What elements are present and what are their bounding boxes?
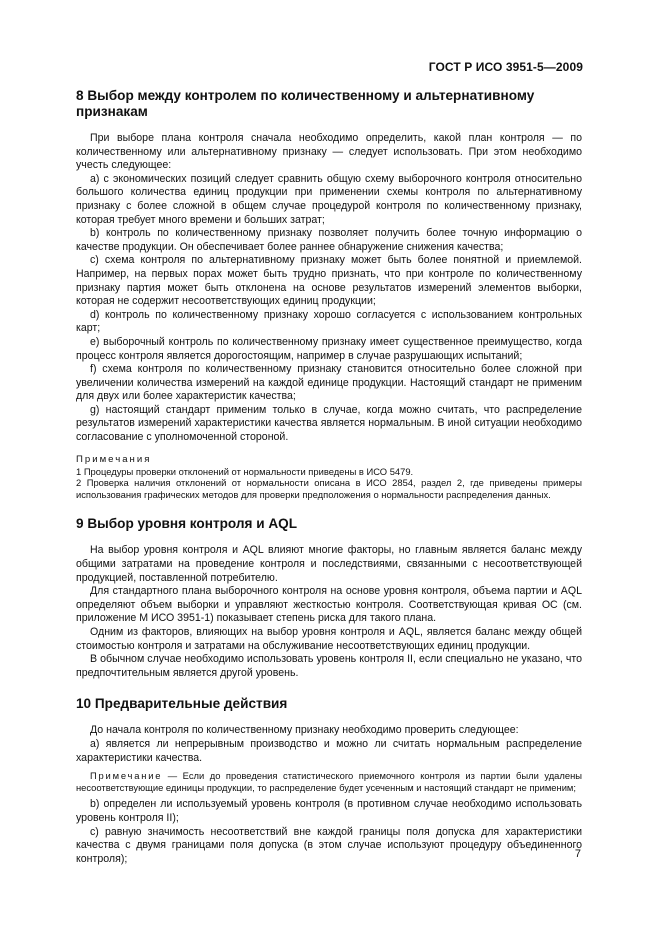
section-10-note-text: — Если до проведения статистического приемочного контроля из партии были удалены несоответствующие единицы продукции, то распределение будет усеченным и настоящий стандарт не применим; [76,770,582,793]
section-8-intro: При выборе плана контроля сначала необходимо определить, какой план контроля — по количественному или альтернативному признаку — следует использовать. При этом необходимо учесть следующее: [76,132,582,172]
section-9-paragraph-1: На выбор уровня контроля и AQL влияют многие факторы, но главным является баланс между общими затратами на проведение контроля и последствиями, связанными с несоответствующей продукцией, поставленной потребителю. [76,544,582,584]
note-2: 2 Проверка наличия отклонений от нормальности описана в ИСО 2854, раздел 2, где приведены примеры использования графических методов для проверки предположения о нормальности распределения данных. [76,477,582,500]
note-1: 1 Процедуры проверки отклонений от нормальности приведены в ИСО 5479. [76,465,414,477]
section-8-item-e: e) выборочный контроль по количественному признаку имеет существенное преимущество, когда процесс контроля является дорогостоящим, например в случае разрушающих испытаний; [76,335,582,362]
section-9-paragraph-4: В обычном случае необходимо использовать уровень контроля II, если специально не указано, что предпочтительным является другой уровень. [76,653,582,679]
section-8-item-g: g) настоящий стандарт применим только в случае, когда можно считать, что распределение результатов измерений характеристики качества является нормальным. В иной ситуации необходимо согласование с уполномоченной стороной. [76,403,582,444]
section-9-paragraph-3: Одним из факторов, влияющих на выбор уровня контроля и AQL, является баланс между общей стоимостью контроля и затратами на обслуживание несоответствующих единиц продукции. [76,626,582,652]
section-10-note [76,770,582,793]
section-10-item-c: c) равную значимость несоответствий вне каждой границы поля допуска для характеристики качества с двумя границами поля допуска (в этом случае используют процедуру объединенного контроля); [76,825,582,865]
section-8-item-d: d) контроль по количественному признаку хорошо согласуется с использованием контрольных карт; [76,308,582,335]
section-9-paragraph-2: Для стандартного плана выборочного контроля на основе уровня контроля, объема партии и AQL определяют объем выборки и управляют жесткостью контроля. Соответствующая кривая ОС (см. приложение М ИСО 3951-1) показывает степень риска для такого плана. [76,585,582,625]
section-9-title: 9 Выбор уровня контроля и AQL [76,516,298,532]
notes-title: Примечания [76,453,152,465]
section-8-item-f: f) схема контроля по количественному признаку становится относительно более сложной при увеличении количества измерений на каждой единице продукции. Настоящий стандарт не применим для двух или более характеристик качества; [76,363,582,403]
standard-header: ГОСТ Р ИСО 3951-5—2009 [428,60,583,74]
section-10-intro: До начала контроля по количественному признаку необходимо проверить следующее: [90,724,519,737]
section-10-note-label: Примечание [90,770,163,782]
section-8-item-b: b) контроль по количественному признаку позволяет получить более точную информацию о качестве продукции. Он обеспечивает более раннее обнаружение снижения качества; [76,227,582,253]
section-8-title: 8 Выбор между контролем по количественному и альтернативному признакам [76,88,535,119]
section-10-title: 10 Предварительные действия [76,696,288,712]
section-10-item-a: а) является ли непрерывным производство и можно ли считать нормальным распределение характеристики качества. [76,737,582,764]
section-10-item-b: b) определен ли используемый уровень контроля (в противном случае необходимо использовать уровень контроля II); [76,798,582,824]
section-8-item-a: а) с экономических позиций следует сравнить общую схему выборочного контроля относительно большого количества единиц продукции при применении схемы контроля по альтернативному признаку с более сложной в общем случае процедурой контроля по количественному признаку, которая требует много времени и больших затрат; [76,172,582,226]
page-content [76,88,582,866]
section-8-item-c: c) схема контроля по альтернативному признаку может быть более понятной и приемлемой. Например, на первых порах может быть трудно признать, что при контроле по количественному признаку партия может быть отклонена на основе результатов измерений элементов выборки, которая не содержит несоответствующих единиц продукции; [76,254,582,308]
page-number: 7 [574,848,581,860]
